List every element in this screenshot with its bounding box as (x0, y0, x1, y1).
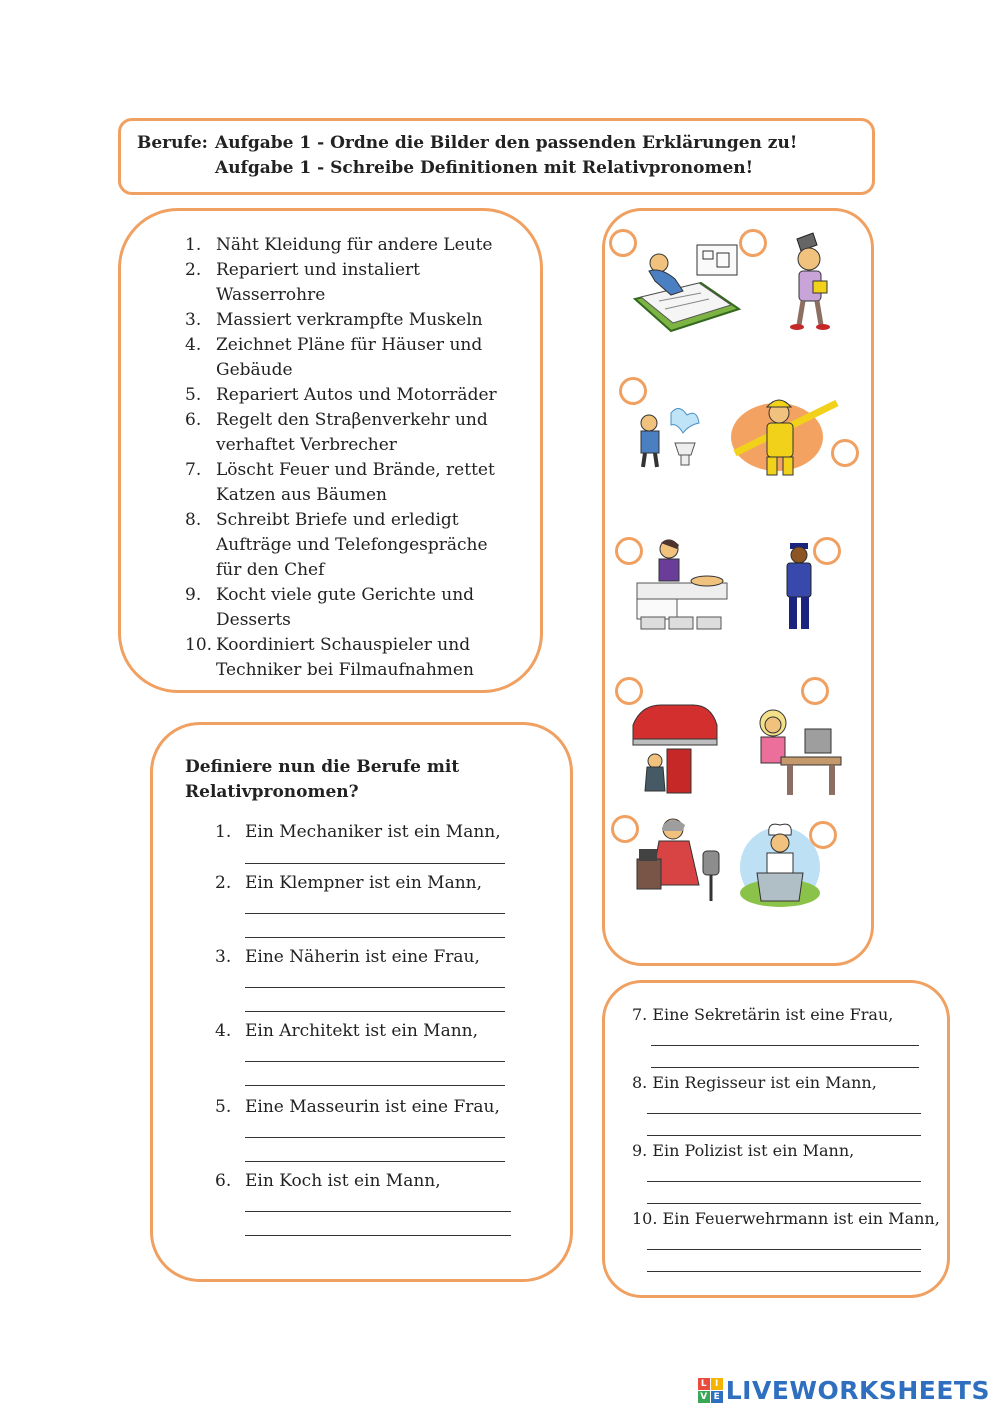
answer-line[interactable] (245, 1137, 505, 1138)
list-item: 8. Schreibt Briefe und erledigt Aufträge und Telefongespräche für den Chef (185, 510, 488, 580)
answer-line[interactable] (647, 1113, 921, 1114)
descriptions-list (173, 233, 513, 683)
answer-circle-seamstress[interactable] (611, 815, 639, 843)
definition-item: 2. Ein Klempner ist ein Mann, (215, 873, 483, 893)
answer-circle-firefighter[interactable] (831, 439, 859, 467)
answer-circle-cook[interactable] (809, 821, 837, 849)
list-item: 10. Koordiniert Schauspieler und Techniker bei Filmaufnahmen (185, 635, 474, 680)
definition-item: 10. Ein Feuerwehrmann ist ein Mann, (632, 1209, 940, 1228)
instructions-box (118, 118, 875, 195)
definitions-box (150, 722, 573, 1282)
architect-icon (631, 239, 743, 335)
instructions-line-2: Aufgabe 1 - Schreibe Definitionen mit Relativpronomen! (215, 158, 754, 178)
answer-circle-masseur[interactable] (615, 537, 643, 565)
brand-name: LIVEWORKSHEETS (725, 1376, 990, 1405)
list-item: 9. Kocht viele gute Gerichte und Desserts (185, 585, 475, 630)
answer-circle-secretary[interactable] (801, 677, 829, 705)
logo-mark-icon (698, 1378, 723, 1403)
definitions-title: Definiere nun die Berufe mit Relativpronomen? (185, 757, 460, 802)
answer-line[interactable] (651, 1067, 919, 1068)
definition-item: 4. Ein Architekt ist ein Mann, (215, 1021, 479, 1041)
liveworksheets-logo (698, 1376, 990, 1405)
answer-line[interactable] (647, 1271, 921, 1272)
definition-item: 8. Ein Regisseur ist ein Mann, (632, 1073, 877, 1092)
firefighter-icon (729, 391, 841, 479)
instructions-line-1: Berufe: Aufgabe 1 - Ordne die Bilder den passenden Erklärungen zu! (137, 133, 798, 153)
answer-line[interactable] (245, 1235, 511, 1236)
definition-item: 7. Eine Sekretärin ist eine Frau, (632, 1005, 894, 1024)
list-item: 2. Repariert und instaliert Wasserrohre (185, 260, 421, 305)
answer-circle-director[interactable] (739, 229, 767, 257)
list-item: 3. Massiert verkrampfte Muskeln (185, 310, 483, 330)
secretary-icon (747, 705, 843, 799)
answer-line[interactable] (245, 937, 505, 938)
list-item: 7. Löscht Feuer und Brände, rettet Katzen aus Bäumen (185, 460, 495, 505)
answer-line[interactable] (245, 1211, 511, 1212)
definition-item: 1. Ein Mechaniker ist ein Mann, (215, 822, 501, 842)
answer-line[interactable] (647, 1181, 921, 1182)
logo-letter: L (698, 1378, 710, 1390)
list-item: 4. Zeichnet Pläne für Häuser und Gebäude (185, 335, 483, 380)
answer-line[interactable] (245, 1161, 505, 1162)
answer-circle-plumber[interactable] (619, 377, 647, 405)
answer-line[interactable] (245, 987, 505, 988)
definition-item: 3. Eine Näherin ist eine Frau, (215, 947, 480, 967)
answer-circle-architect[interactable] (609, 229, 637, 257)
answer-line[interactable] (245, 1011, 505, 1012)
plumber-icon (631, 403, 705, 469)
answer-line[interactable] (647, 1135, 921, 1136)
answer-line[interactable] (245, 1061, 505, 1062)
answer-line[interactable] (245, 863, 505, 864)
definition-item: 9. Ein Polizist ist ein Mann, (632, 1141, 855, 1160)
masseur-icon (633, 537, 729, 633)
list-item: 5. Repariert Autos und Motorräder (185, 385, 497, 405)
list-item: 6. Regelt den Straβenverkehr und verhaftet Verbrecher (185, 410, 488, 455)
mechanic-icon (631, 695, 719, 799)
answer-line[interactable] (245, 913, 505, 914)
logo-letter: V (698, 1391, 710, 1403)
logo-letter: I (711, 1378, 723, 1390)
answer-line[interactable] (245, 1085, 505, 1086)
answer-line[interactable] (651, 1045, 919, 1046)
logo-letter: E (711, 1391, 723, 1403)
director-icon (777, 229, 841, 333)
topic-label: Berufe: (137, 133, 208, 153)
definition-item: 6. Ein Koch ist ein Mann, (215, 1171, 441, 1191)
definition-item: 5. Eine Masseurin ist eine Frau, (215, 1097, 500, 1117)
seamstress-icon (633, 815, 727, 911)
definitions-box-2 (602, 980, 950, 1298)
list-item: 1. Näht Kleidung für andere Leute (185, 235, 493, 255)
answer-line[interactable] (647, 1203, 921, 1204)
answer-circle-police-officer[interactable] (813, 537, 841, 565)
pictures-box (602, 208, 874, 966)
descriptions-box (118, 208, 543, 693)
answer-circle-mechanic[interactable] (615, 677, 643, 705)
answer-line[interactable] (647, 1249, 921, 1250)
